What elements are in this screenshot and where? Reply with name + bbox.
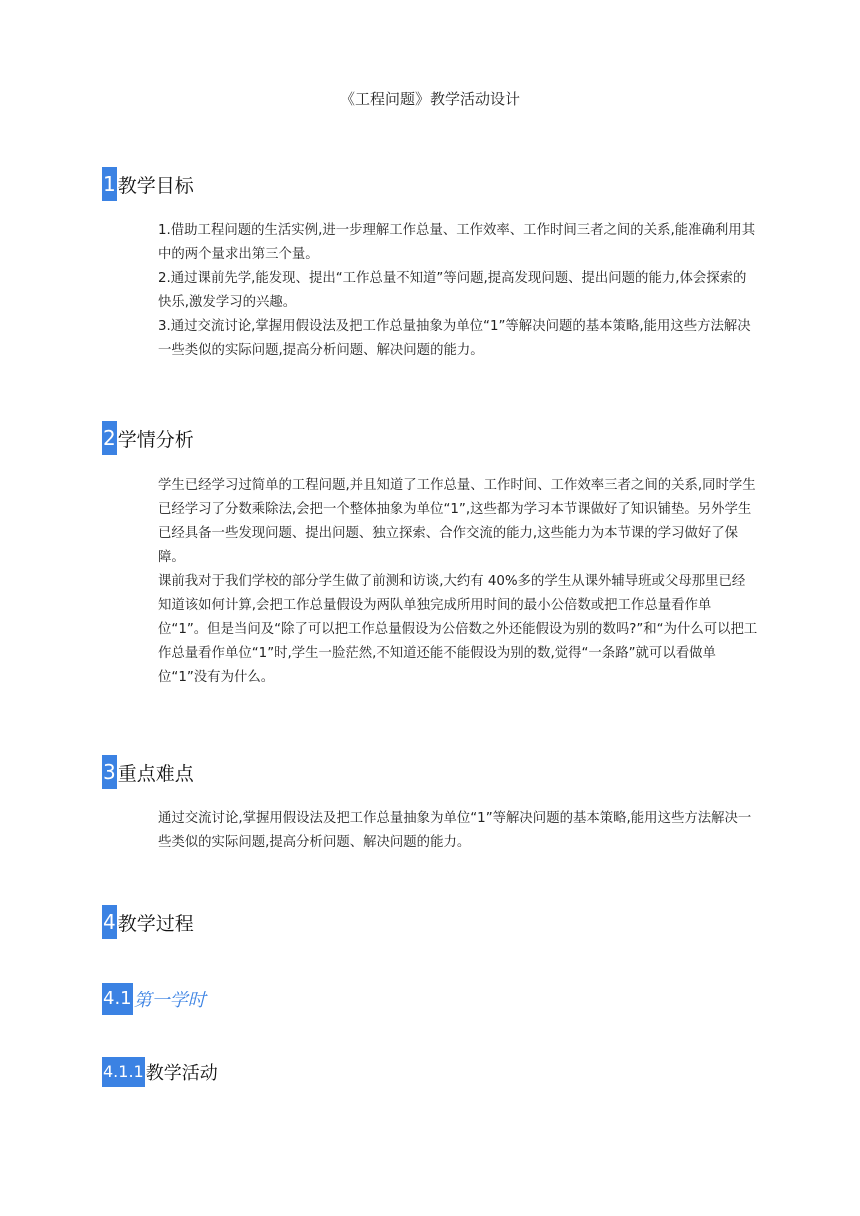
section-heading-2 xyxy=(102,421,194,455)
key-points-paragraph: 通过交流讨论,掌握用假设法及把工作总量抽象为单位“1”等解决问题的基本策略,能用这些方法解决一些类似的实际问题,提高分析问题、解决问题的能力。 xyxy=(158,811,752,850)
section-number-2: 2 xyxy=(102,421,117,455)
section-title-4: 教学过程 xyxy=(117,912,194,935)
analysis-paragraph-1: 学生已经学习过简单的工程问题,并且知道了工作总量、工作时间、工作效率三者之间的关系,同时学生已经学习了分数乘除法,会把一个整体抽象为单位“1”,这些都为学习本节课做好了知识铺垫。另外学生已经具备一些发现问题、提出问题、独立探索、合作交流的能力,这些能力为本节课的学习做好了保障。 xyxy=(158,478,756,565)
section-number-1: 1 xyxy=(102,167,117,201)
subsubsection-heading xyxy=(102,1057,218,1087)
section-title-3: 重点难点 xyxy=(117,762,194,785)
section-heading-3 xyxy=(102,755,194,789)
section-body-2 xyxy=(158,474,758,690)
section-body-3 xyxy=(158,807,758,855)
subsection-heading xyxy=(102,983,206,1015)
subsubsection-number: 4.1.1 xyxy=(102,1057,145,1087)
document-title: 《工程问题》教学活动设计 xyxy=(339,90,520,108)
section-heading-1 xyxy=(102,167,194,201)
section-heading-4 xyxy=(102,905,194,939)
section-title-1: 教学目标 xyxy=(117,174,194,197)
subsection-number: 4.1 xyxy=(102,983,133,1015)
section-number-3: 3 xyxy=(102,755,117,789)
objective-paragraph-2: 2.通过课前先学,能发现、提出“工作总量不知道”等问题,提高发现问题、提出问题的能力,体会探索的快乐,激发学习的兴趣。 xyxy=(158,271,747,310)
section-title-2: 学情分析 xyxy=(117,428,194,451)
analysis-paragraph-2: 课前我对于我们学校的部分学生做了前测和访谈,大约有 40%多的学生从课外辅导班或父母那里已经知道该如何计算,会把工作总量假设为两队单独完成所用时间的最小公倍数或把工作总量看作单位“1”。但是当问及“除了可以把工作总量假设为公倍数之外还能假设为别的数吗?”和“为什么可以把工作总量看作单位“1”时,学生一脸茫然,不知道还能不能假设为别的数,觉得“一条路”就可以看做单位“1”没有为什么。 xyxy=(158,574,758,685)
subsection-title: 第一学时 xyxy=(133,990,206,1011)
section-number-4: 4 xyxy=(102,905,117,939)
section-body-1 xyxy=(158,219,758,363)
objective-paragraph-3: 3.通过交流讨论,掌握用假设法及把工作总量抽象为单位“1”等解决问题的基本策略,能用这些方法解决一些类似的实际问题,提高分析问题、解决问题的能力。 xyxy=(158,319,751,358)
subsubsection-title: 教学活动 xyxy=(145,1063,218,1084)
objective-paragraph-1: 1.借助工程问题的生活实例,进一步理解工作总量、工作效率、工作时间三者之间的关系,能准确利用其中的两个量求出第三个量。 xyxy=(158,223,756,262)
